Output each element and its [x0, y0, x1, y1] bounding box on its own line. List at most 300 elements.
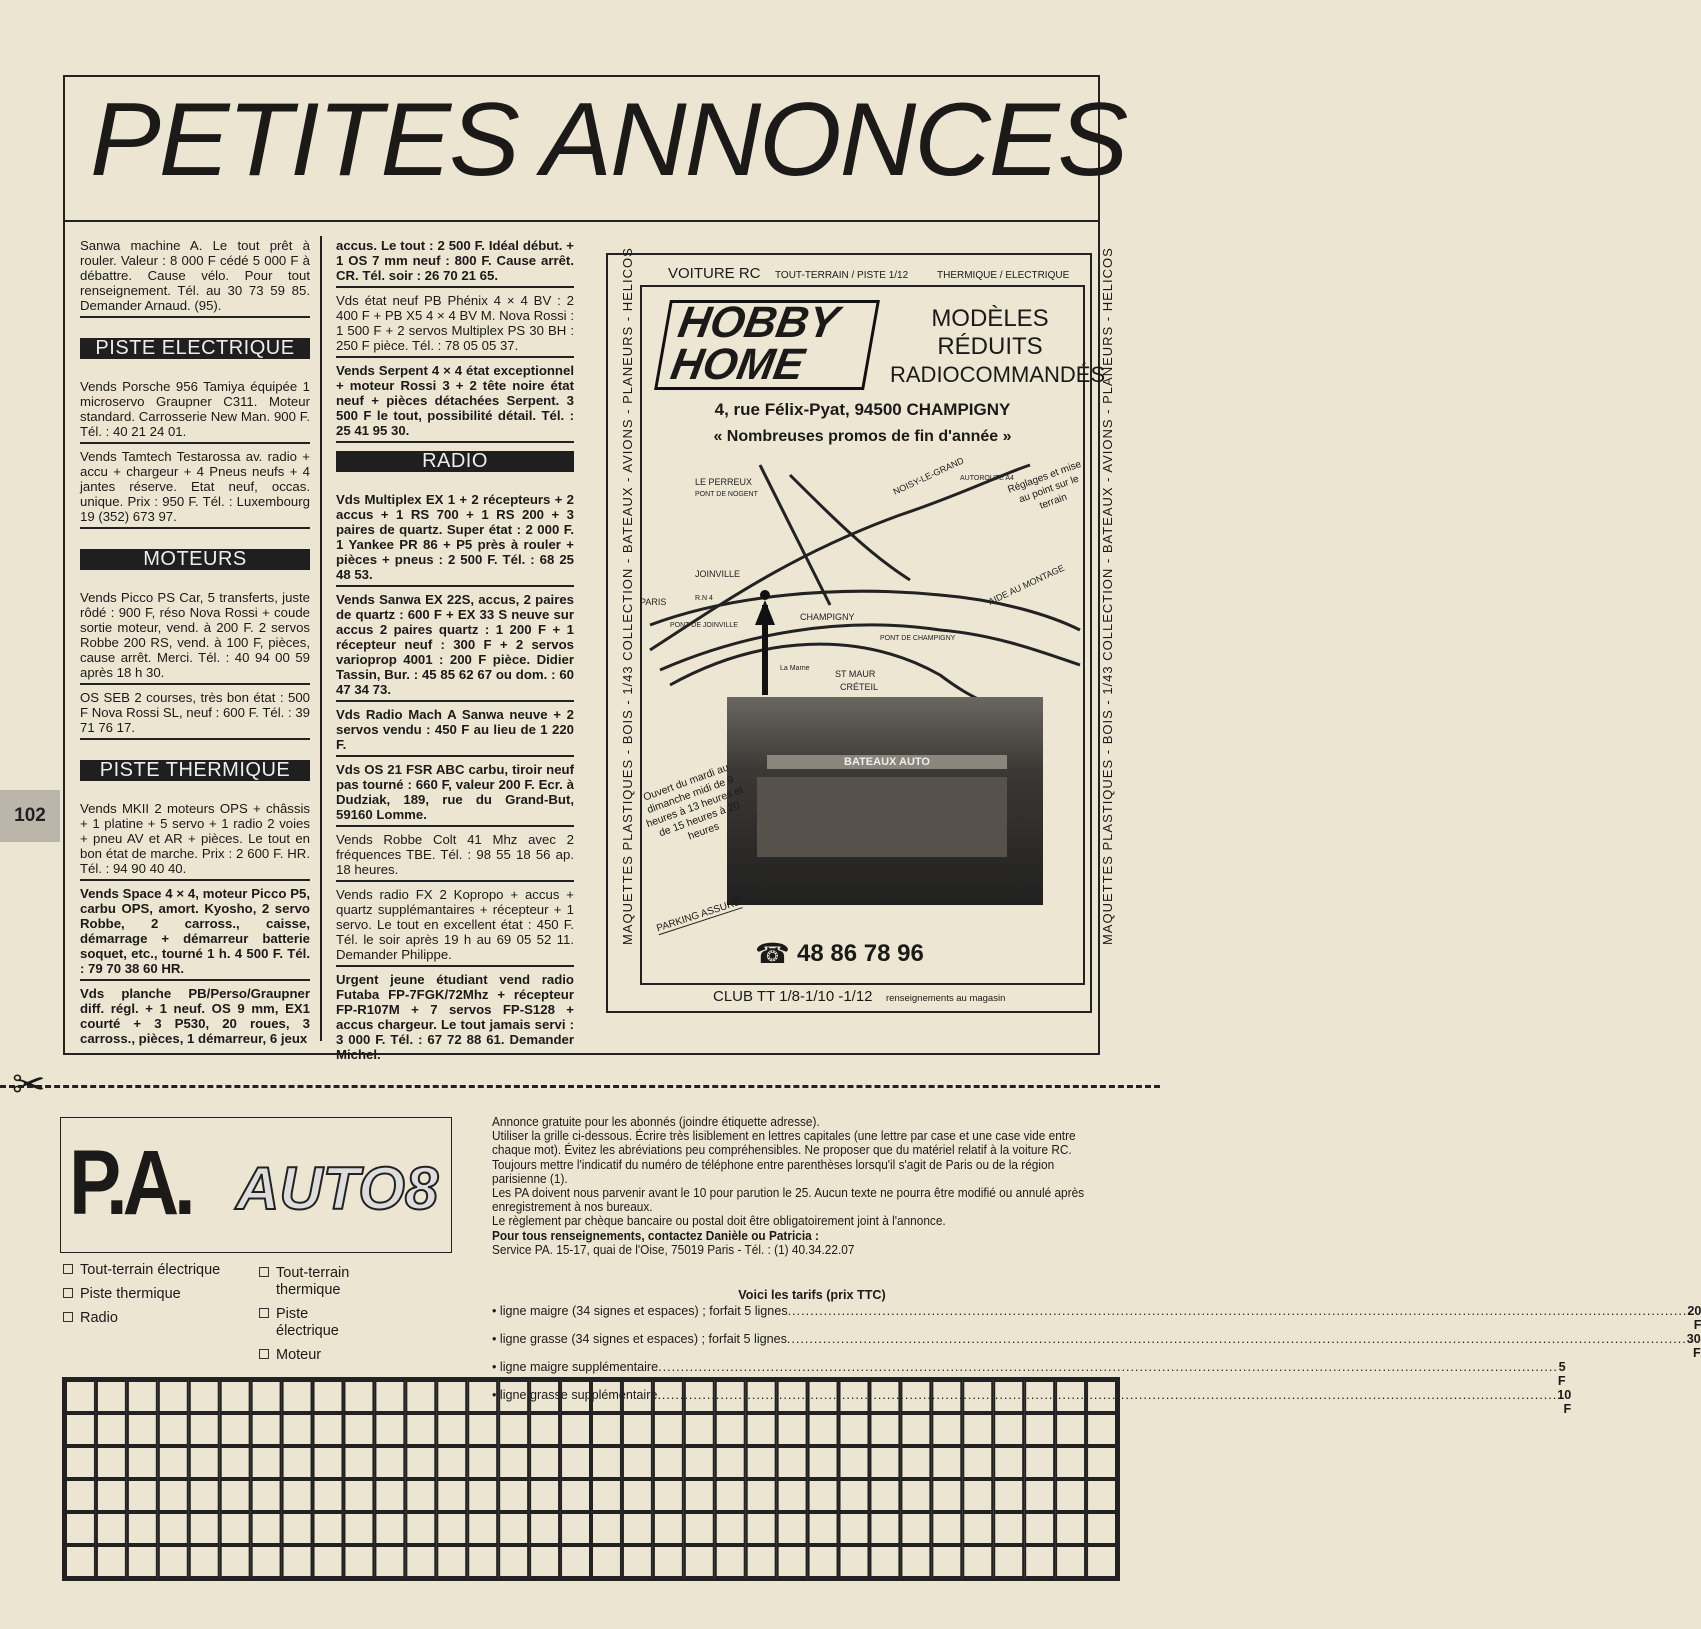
- grid-cell[interactable]: [190, 1480, 219, 1511]
- checkbox-icon[interactable]: [259, 1308, 269, 1318]
- grid-cell[interactable]: [437, 1513, 466, 1544]
- grid-cell[interactable]: [252, 1381, 281, 1412]
- grid-cell[interactable]: [252, 1513, 281, 1544]
- grid-cell[interactable]: [592, 1414, 621, 1445]
- classified-ad: Vds planche PB/Perso/Graupner diff. régl. + 1 neuf. OS 9 mm, EX1 courté + 3 P530, 20 roues, 3 carross., pièces, 1 démarreur, 6 jeux: [80, 986, 310, 1046]
- grid-cell[interactable]: [437, 1447, 466, 1478]
- leader-dots: ........................................................................................................................................................................................................: [657, 1388, 1558, 1402]
- grid-cell[interactable]: [716, 1414, 745, 1445]
- grid-cell[interactable]: [932, 1480, 961, 1511]
- map-road: [760, 465, 830, 605]
- classified-ad: Vends MKII 2 moteurs OPS + châssis + 1 platine + 5 servo + 1 radio 2 voies + pneu AV et AR + pièces. Le tout en bon état de marche. Prix : 2 600 F. HR. Tél. : 94 90 40 40.: [80, 799, 310, 881]
- grid-cell[interactable]: [561, 1480, 590, 1511]
- grid-cell[interactable]: [190, 1381, 219, 1412]
- grid-cell[interactable]: [1025, 1381, 1054, 1412]
- grid-cell[interactable]: [406, 1414, 435, 1445]
- grid-cell[interactable]: [252, 1546, 281, 1577]
- grid-cell[interactable]: [716, 1513, 745, 1544]
- grid-cell[interactable]: [932, 1381, 961, 1412]
- grid-cell[interactable]: [283, 1381, 312, 1412]
- grid-cell[interactable]: [406, 1546, 435, 1577]
- classified-ad: Vds Radio Mach A Sanwa neuve + 2 servos vendu : 450 F au lieu de 1 220 F.: [336, 705, 574, 757]
- grid-cell[interactable]: [344, 1414, 373, 1445]
- classified-ad: Sanwa machine A. Le tout prêt à rouler. Valeur : 8 000 F cédé 5 000 F à débattre. Cause vélo. Pour tout renseignement. Tél. au 30 73 59 85. Demander Arnaud. (95).: [80, 236, 310, 318]
- grid-cell[interactable]: [994, 1546, 1023, 1577]
- grid-cell[interactable]: [623, 1414, 652, 1445]
- tarif-label: • ligne grasse (34 signes et espaces) ; forfait 5 lignes: [492, 1332, 787, 1346]
- grid-cell[interactable]: [97, 1546, 126, 1577]
- checkbox-icon[interactable]: [63, 1264, 73, 1274]
- grid-cell[interactable]: [314, 1546, 343, 1577]
- map-label: CHAMPIGNY: [800, 612, 855, 622]
- grid-cell[interactable]: [97, 1414, 126, 1445]
- checkbox-icon[interactable]: [63, 1288, 73, 1298]
- grid-cell[interactable]: [530, 1480, 559, 1511]
- tagline-line: RÉDUITS: [937, 333, 1043, 360]
- grid-cell[interactable]: [809, 1414, 838, 1445]
- instruction-text: Le règlement par chèque bancaire ou postal doit être obligatoirement joint à l'annonce.: [492, 1214, 946, 1229]
- grid-cell[interactable]: [221, 1447, 250, 1478]
- grid-cell[interactable]: [190, 1447, 219, 1478]
- grid-cell[interactable]: [840, 1546, 869, 1577]
- grid-cell[interactable]: [530, 1513, 559, 1544]
- grid-cell[interactable]: [375, 1381, 404, 1412]
- grid-cell[interactable]: [901, 1513, 930, 1544]
- grid-cell[interactable]: [1087, 1480, 1116, 1511]
- map-label: PONT DE JOINVILLE: [670, 622, 738, 629]
- classified-ad: Vds état neuf PB Phénix 4 × 4 BV : 2 400 F + PB X5 4 × 4 BV M. Nova Rossi : 1 500 F + 2 servos Multiplex PS 30 BH : 250 F pièce. Tél. : 78 05 05 37.: [336, 291, 574, 358]
- tarifs-title: Voici les tarifs (prix TTC): [738, 1288, 886, 1302]
- grid-cell[interactable]: [809, 1480, 838, 1511]
- grid-cell[interactable]: [499, 1447, 528, 1478]
- grid-cell[interactable]: [1056, 1546, 1085, 1577]
- checkbox-icon[interactable]: [63, 1312, 73, 1322]
- grid-cell[interactable]: [623, 1513, 652, 1544]
- classified-ad: Vends Serpent 4 × 4 état exceptionnel + moteur Rossi 3 + 2 tête noire état neuf + pièces détachées Serpent. 3 500 F le tout, possibilité détail. Tél. : 25 41 95 30.: [336, 361, 574, 443]
- grid-cell[interactable]: [221, 1480, 250, 1511]
- grid-cell[interactable]: [159, 1513, 188, 1544]
- logo-text: P.A.: [69, 1132, 191, 1234]
- grid-cell[interactable]: [252, 1480, 281, 1511]
- checkbox-radio[interactable]: [63, 1310, 233, 1327]
- grid-cell[interactable]: [1025, 1414, 1054, 1445]
- grid-cell[interactable]: [685, 1447, 714, 1478]
- grid-cell[interactable]: [623, 1546, 652, 1577]
- grid-cell[interactable]: [344, 1480, 373, 1511]
- grid-cell[interactable]: [778, 1513, 807, 1544]
- leader-dots: ........................................................................................................................................................................................................: [786, 1332, 1687, 1346]
- tarif-label: • ligne maigre supplémentaire: [492, 1360, 659, 1374]
- grid-cell[interactable]: [499, 1381, 528, 1412]
- grid-cell[interactable]: [561, 1381, 590, 1412]
- classifieds-column-2: [336, 236, 574, 1068]
- checkbox-label: Radio: [80, 1310, 118, 1326]
- grid-cell[interactable]: [406, 1447, 435, 1478]
- map-note-reglages: Réglages et mise au point sur le terrain: [1006, 458, 1083, 512]
- checkbox-piste-thermique[interactable]: [63, 1286, 233, 1303]
- grid-cell[interactable]: [283, 1480, 312, 1511]
- grid-cell[interactable]: [623, 1381, 652, 1412]
- advert-top-left: VOITURE RC: [668, 265, 761, 282]
- classified-ad: Vends Robbe Colt 41 Mhz avec 2 fréquences TBE. Tél. : 98 55 18 56 ap. 18 heures.: [336, 830, 574, 882]
- grid-cell[interactable]: [468, 1546, 497, 1577]
- grid-cell[interactable]: [283, 1513, 312, 1544]
- grid-cell[interactable]: [963, 1480, 992, 1511]
- grid-cell[interactable]: [159, 1447, 188, 1478]
- grid-cell[interactable]: [778, 1546, 807, 1577]
- opening-hours: Ouvert du mardi au dimanche midi de 9 heures à 13 heures et de 15 heures à 20 heures: [641, 761, 745, 843]
- classified-ad: Vends Space 4 × 4, moteur Picco P5, carbu OPS, amort. Kyosho, 2 servo Robbe, 2 carross., caisse, démarrage + démarreur batterie soquet, etc., tourné 1 h. 4 500 F. Tél. : 79 70 38 60 HR.: [80, 884, 310, 981]
- instruction-text: Utiliser la grille ci-dessous. Écrire très lisiblement en lettres capitales (une lettre par case et une case vide entre chaque mot). Évitez les abréviations peu compréhensibles. Ne proposer que du matériel relatif à la voiture RC. Toujours mettre l'indicatif du numéro de téléphone entre parenthèses lorsqu'il s'agit de Paris ou de la région parisienne (1).: [492, 1129, 1076, 1186]
- grid-cell[interactable]: [314, 1381, 343, 1412]
- grid-cell[interactable]: [375, 1480, 404, 1511]
- grid-cell[interactable]: [623, 1480, 652, 1511]
- grid-cell[interactable]: [747, 1447, 776, 1478]
- grid-cell[interactable]: [1056, 1381, 1085, 1412]
- grid-cell[interactable]: [685, 1513, 714, 1544]
- grid-cell[interactable]: [716, 1447, 745, 1478]
- grid-cell[interactable]: [1087, 1546, 1116, 1577]
- grid-cell[interactable]: [1056, 1447, 1085, 1478]
- checkbox-icon[interactable]: [259, 1267, 269, 1277]
- grid-cell[interactable]: [561, 1513, 590, 1544]
- classified-ad: Vends Picco PS Car, 5 transferts, juste rôdé : 900 F, réso Nova Rossi + coude sortie moteur, vend. à 200 F. 2 servos Robbe 200 RS, vend. à 100 F, pièces, cause arrêt. Merci. Tél. : 40 94 00 59 après 18 h 30.: [80, 588, 310, 685]
- grid-cell[interactable]: [66, 1414, 95, 1445]
- grid-cell[interactable]: [437, 1414, 466, 1445]
- grid-cell[interactable]: [994, 1447, 1023, 1478]
- grid-cell[interactable]: [747, 1546, 776, 1577]
- grid-cell[interactable]: [1056, 1480, 1085, 1511]
- classified-ad: Vends Porsche 956 Tamiya équipée 1 microservo Graupner C311. Moteur standard. Carrosserie New Man. 900 F. Tél. : 40 21 24 01.: [80, 377, 310, 444]
- grid-cell[interactable]: [375, 1447, 404, 1478]
- contact-heading: Pour tous renseignements, contactez Danièle ou Patricia :: [492, 1228, 819, 1243]
- grid-cell[interactable]: [406, 1381, 435, 1412]
- grid-cell[interactable]: [870, 1381, 899, 1412]
- grid-cell[interactable]: [468, 1381, 497, 1412]
- page-number: 102: [0, 790, 60, 842]
- grid-cell[interactable]: [406, 1480, 435, 1511]
- contact-address: Service PA. 15-17, quai de l'Oise, 75019 Paris - Tél. : (1) 40.34.22.07: [492, 1242, 855, 1257]
- classified-ad: Vends Tamtech Testarossa av. radio + accu + chargeur + 4 Pneus neufs + 4 jantes réserve. Etat neuf, occas. unique. Prix : 950 F. Tél. : Luxembourg 19 (352) 673 97.: [80, 447, 310, 529]
- grid-cell[interactable]: [592, 1513, 621, 1544]
- grid-cell[interactable]: [314, 1480, 343, 1511]
- map-label: AIDE AU MONTAGE: [986, 562, 1066, 607]
- grid-cell[interactable]: [685, 1414, 714, 1445]
- grid-cell[interactable]: [190, 1513, 219, 1544]
- grid-cell[interactable]: [344, 1447, 373, 1478]
- grid-cell[interactable]: [561, 1447, 590, 1478]
- pa-auto8-logo: [60, 1117, 452, 1253]
- grid-cell[interactable]: [530, 1447, 559, 1478]
- grid-cell[interactable]: [159, 1480, 188, 1511]
- grid-cell[interactable]: [468, 1480, 497, 1511]
- grid-cell[interactable]: [623, 1447, 652, 1478]
- checkbox-moteur[interactable]: [276, 1347, 369, 1364]
- grid-cell[interactable]: [778, 1447, 807, 1478]
- checkbox-tout-terrain-thermique[interactable]: [276, 1265, 369, 1299]
- tarif-price: 20 F: [1687, 1304, 1701, 1332]
- grid-cell[interactable]: [809, 1381, 838, 1412]
- classified-ad: Vends radio FX 2 Kopropo + accus + quartz supplémantaires + récepteur + 1 servo. Le tout en excellent état : 450 F. Tél. le soir après 19 h au 69 05 52 11. Demander Philippe.: [336, 885, 574, 967]
- grid-cell[interactable]: [468, 1447, 497, 1478]
- parking-note: PARKING ASSURÉ: [655, 896, 743, 935]
- grid-cell[interactable]: [252, 1447, 281, 1478]
- grid-cell[interactable]: [778, 1381, 807, 1412]
- divider: [63, 220, 1100, 222]
- checkbox-label: Tout-terrain électrique: [80, 1262, 221, 1278]
- grid-cell[interactable]: [809, 1447, 838, 1478]
- shop-sign: BATEAUX AUTO: [767, 755, 1007, 769]
- grid-cell[interactable]: [809, 1546, 838, 1577]
- map-label: AUTOROUTE A4: [960, 475, 1014, 482]
- grid-cell[interactable]: [1056, 1414, 1085, 1445]
- map-label: PONT DE CHAMPIGNY: [880, 635, 956, 642]
- classified-ad: accus. Le tout : 2 500 F. Idéal début. + 1 OS 7 mm neuf : 800 F. Cause arrêt. CR. Tél. soir : 26 70 21 65.: [336, 236, 574, 288]
- grid-cell[interactable]: [314, 1447, 343, 1478]
- grid-cell[interactable]: [994, 1414, 1023, 1445]
- grid-cell[interactable]: [994, 1381, 1023, 1412]
- grid-cell[interactable]: [1056, 1513, 1085, 1544]
- grid-cell[interactable]: [66, 1381, 95, 1412]
- grid-cell[interactable]: [66, 1480, 95, 1511]
- grid-cell[interactable]: [1087, 1447, 1116, 1478]
- tarif-label: • ligne grasse supplémentaire: [492, 1388, 658, 1402]
- grid-cell[interactable]: [870, 1414, 899, 1445]
- grid-cell[interactable]: [963, 1447, 992, 1478]
- grid-cell[interactable]: [190, 1546, 219, 1577]
- section-heading: PISTE THERMIQUE: [80, 760, 310, 781]
- grid-cell[interactable]: [592, 1546, 621, 1577]
- grid-cell[interactable]: [159, 1381, 188, 1412]
- map-label: R.N 4: [695, 595, 713, 602]
- grid-cell[interactable]: [406, 1513, 435, 1544]
- grid-cell[interactable]: [530, 1381, 559, 1412]
- grid-cell[interactable]: [128, 1546, 157, 1577]
- grid-cell[interactable]: [932, 1513, 961, 1544]
- grid-cell[interactable]: [1025, 1513, 1054, 1544]
- grid-cell[interactable]: [840, 1480, 869, 1511]
- logo-text: HOME: [667, 340, 808, 389]
- grid-cell[interactable]: [901, 1414, 930, 1445]
- advert-top-mid: TOUT-TERRAIN / PISTE 1/12: [775, 270, 909, 281]
- grid-cell[interactable]: [66, 1546, 95, 1577]
- grid-cell[interactable]: [283, 1414, 312, 1445]
- grid-cell[interactable]: [344, 1513, 373, 1544]
- grid-cell[interactable]: [840, 1447, 869, 1478]
- grid-cell[interactable]: [128, 1381, 157, 1412]
- grid-cell[interactable]: [97, 1447, 126, 1478]
- grid-cell[interactable]: [1025, 1447, 1054, 1478]
- grid-cell[interactable]: [901, 1480, 930, 1511]
- grid-cell[interactable]: [932, 1546, 961, 1577]
- grid-cell[interactable]: [375, 1546, 404, 1577]
- grid-cell[interactable]: [1087, 1381, 1116, 1412]
- shop-location-icon: [760, 590, 770, 600]
- grid-cell[interactable]: [685, 1381, 714, 1412]
- grid-cell[interactable]: [437, 1480, 466, 1511]
- logo-text: AUTO8: [236, 1155, 439, 1222]
- grid-cell[interactable]: [932, 1414, 961, 1445]
- map-label: PARIS: [640, 597, 667, 607]
- grid-cell[interactable]: [468, 1414, 497, 1445]
- grid-cell[interactable]: [963, 1414, 992, 1445]
- grid-cell[interactable]: [747, 1513, 776, 1544]
- grid-cell[interactable]: [654, 1546, 683, 1577]
- grid-cell[interactable]: [716, 1480, 745, 1511]
- classifieds-column-1: [80, 236, 310, 1052]
- grid-cell[interactable]: [747, 1381, 776, 1412]
- grid-cell[interactable]: [128, 1480, 157, 1511]
- grid-cell[interactable]: [221, 1546, 250, 1577]
- grid-cell[interactable]: [747, 1480, 776, 1511]
- grid-cell[interactable]: [901, 1447, 930, 1478]
- grid-cell[interactable]: [747, 1414, 776, 1445]
- grid-cell[interactable]: [592, 1480, 621, 1511]
- grid-cell[interactable]: [344, 1546, 373, 1577]
- grid-cell[interactable]: [437, 1546, 466, 1577]
- grid-cell[interactable]: [994, 1513, 1023, 1544]
- checkbox-label: Tout-terrain thermique: [276, 1265, 350, 1298]
- grid-cell[interactable]: [870, 1546, 899, 1577]
- grid-cell[interactable]: [128, 1414, 157, 1445]
- grid-cell[interactable]: [499, 1480, 528, 1511]
- grid-cell[interactable]: [654, 1480, 683, 1511]
- tagline-line: MODÈLES: [931, 305, 1049, 332]
- grid-cell[interactable]: [716, 1381, 745, 1412]
- map-label: ST MAUR: [835, 669, 876, 679]
- grid-cell[interactable]: [778, 1480, 807, 1511]
- grid-cell[interactable]: [685, 1546, 714, 1577]
- leader-dots: ........................................................................................................................................................................................................: [658, 1360, 1558, 1374]
- grid-cell[interactable]: [870, 1447, 899, 1478]
- grid-cell[interactable]: [901, 1381, 930, 1412]
- grid-cell[interactable]: [499, 1546, 528, 1577]
- grid-cell[interactable]: [654, 1414, 683, 1445]
- grid-cell[interactable]: [252, 1414, 281, 1445]
- map-label: PONT DE NOGENT: [695, 491, 758, 498]
- column-divider: [320, 236, 322, 1041]
- map-label: La Marne: [780, 665, 810, 672]
- shop-photo: [727, 697, 1043, 905]
- grid-cell[interactable]: [870, 1480, 899, 1511]
- grid-cell[interactable]: [66, 1447, 95, 1478]
- checkbox-label: Piste électrique: [276, 1306, 339, 1339]
- grid-cell[interactable]: [932, 1447, 961, 1478]
- grid-cell[interactable]: [530, 1414, 559, 1445]
- map-label: LE PERREUX: [695, 477, 753, 487]
- entry-grid[interactable]: [62, 1377, 1120, 1581]
- grid-cell[interactable]: [654, 1447, 683, 1478]
- grid-cell[interactable]: [901, 1546, 930, 1577]
- advert-side-text-right: MAQUETTES PLASTIQUES - BOIS - 1/43 COLLECTION - BATEAUX - AVIONS - PLANEURS - HELICOS: [1100, 247, 1115, 945]
- grid-cell[interactable]: [963, 1513, 992, 1544]
- grid-cell[interactable]: [778, 1414, 807, 1445]
- grid-cell[interactable]: [437, 1381, 466, 1412]
- grid-cell[interactable]: [314, 1414, 343, 1445]
- grid-cell[interactable]: [1025, 1480, 1054, 1511]
- grid-cell[interactable]: [499, 1513, 528, 1544]
- advert-address: 4, rue Félix-Pyat, 94500 CHAMPIGNY: [714, 400, 1011, 419]
- grid-cell[interactable]: [840, 1381, 869, 1412]
- grid-cell[interactable]: [190, 1414, 219, 1445]
- grid-cell[interactable]: [592, 1447, 621, 1478]
- tarif-price: 5 F: [1557, 1360, 1566, 1388]
- grid-cell[interactable]: [994, 1480, 1023, 1511]
- grid-cell[interactable]: [221, 1414, 250, 1445]
- shop-window: [757, 777, 1007, 857]
- grid-cell[interactable]: [870, 1513, 899, 1544]
- grid-cell[interactable]: [840, 1414, 869, 1445]
- grid-cell[interactable]: [1025, 1546, 1054, 1577]
- grid-cell[interactable]: [499, 1414, 528, 1445]
- grid-cell[interactable]: [963, 1381, 992, 1412]
- instruction-text: Annonce gratuite pour les abonnés (joindre étiquette adresse).: [492, 1115, 820, 1129]
- grid-cell[interactable]: [97, 1381, 126, 1412]
- grid-cell[interactable]: [97, 1480, 126, 1511]
- grid-cell[interactable]: [159, 1546, 188, 1577]
- grid-cell[interactable]: [375, 1513, 404, 1544]
- tarif-label: • ligne maigre (34 signes et espaces) ; forfait 5 lignes: [492, 1304, 788, 1318]
- grid-cell[interactable]: [128, 1513, 157, 1544]
- grid-cell[interactable]: [530, 1546, 559, 1577]
- grid-cell[interactable]: [283, 1447, 312, 1478]
- leader-dots: ........................................................................................................................................................................................................: [787, 1304, 1688, 1318]
- grid-cell[interactable]: [592, 1381, 621, 1412]
- map-river: [670, 644, 980, 700]
- checkbox-tout-terrain-electrique[interactable]: [63, 1262, 233, 1279]
- grid-cell[interactable]: [685, 1480, 714, 1511]
- grid-cell[interactable]: [128, 1447, 157, 1478]
- map-label: NOISY-LE-GRAND: [891, 455, 966, 497]
- grid-cell[interactable]: [1087, 1513, 1116, 1544]
- advert-side-text-left: MAQUETTES PLASTIQUES - BOIS - 1/43 COLLECTION - BATEAUX - AVIONS - PLANEURS - HELICOS: [620, 247, 635, 945]
- grid-cell[interactable]: [561, 1414, 590, 1445]
- logo-text: HOBBY: [674, 298, 843, 347]
- grid-cell[interactable]: [561, 1546, 590, 1577]
- grid-cell[interactable]: [66, 1513, 95, 1544]
- form-instructions: [492, 1115, 1094, 1257]
- grid-cell[interactable]: [221, 1381, 250, 1412]
- tarif-price: 10 F: [1557, 1388, 1572, 1416]
- checkbox-label: Piste thermique: [80, 1286, 181, 1302]
- checkbox-piste-electrique[interactable]: [276, 1306, 369, 1340]
- grid-cell[interactable]: [840, 1513, 869, 1544]
- grid-cell[interactable]: [963, 1546, 992, 1577]
- section-heading: MOTEURS: [80, 549, 310, 570]
- grid-cell[interactable]: [159, 1414, 188, 1445]
- map-label: JOINVILLE: [695, 569, 741, 579]
- grid-cell[interactable]: [1087, 1414, 1116, 1445]
- grid-cell[interactable]: [314, 1513, 343, 1544]
- grid-cell[interactable]: [654, 1513, 683, 1544]
- instruction-text: Les PA doivent nous parvenir avant le 10 pour parution le 25. Aucun texte ne pourra être modifié ou annulé après enregistrement à nos bureaux.: [492, 1186, 1085, 1215]
- checkbox-icon[interactable]: [259, 1349, 269, 1359]
- grid-cell[interactable]: [375, 1414, 404, 1445]
- grid-cell[interactable]: [809, 1513, 838, 1544]
- grid-cell[interactable]: [283, 1546, 312, 1577]
- checkbox-label: Moteur: [276, 1347, 322, 1363]
- classified-ad: Vends Sanwa EX 22S, accus, 2 paires de quartz : 600 F + EX 33 S neuve sur accus 2 paires quartz : 1 200 F + 1 récepteur neuf : 300 F + 2 servos varioprop 4001 : 200 F pièce. Didier Tassin, Bur. : 45 85 62 67 ou dom. : 60 47 34 73.: [336, 590, 574, 702]
- grid-cell[interactable]: [716, 1546, 745, 1577]
- grid-cell[interactable]: [97, 1513, 126, 1544]
- grid-cell[interactable]: [221, 1513, 250, 1544]
- arrow-icon: [755, 600, 775, 625]
- grid-cell[interactable]: [344, 1381, 373, 1412]
- advert-top-right: THERMIQUE / ELECTRIQUE: [937, 270, 1070, 281]
- advert-promo: « Nombreuses promos de fin d'année »: [713, 428, 1012, 445]
- grid-cell[interactable]: [654, 1381, 683, 1412]
- grid-cell[interactable]: [468, 1513, 497, 1544]
